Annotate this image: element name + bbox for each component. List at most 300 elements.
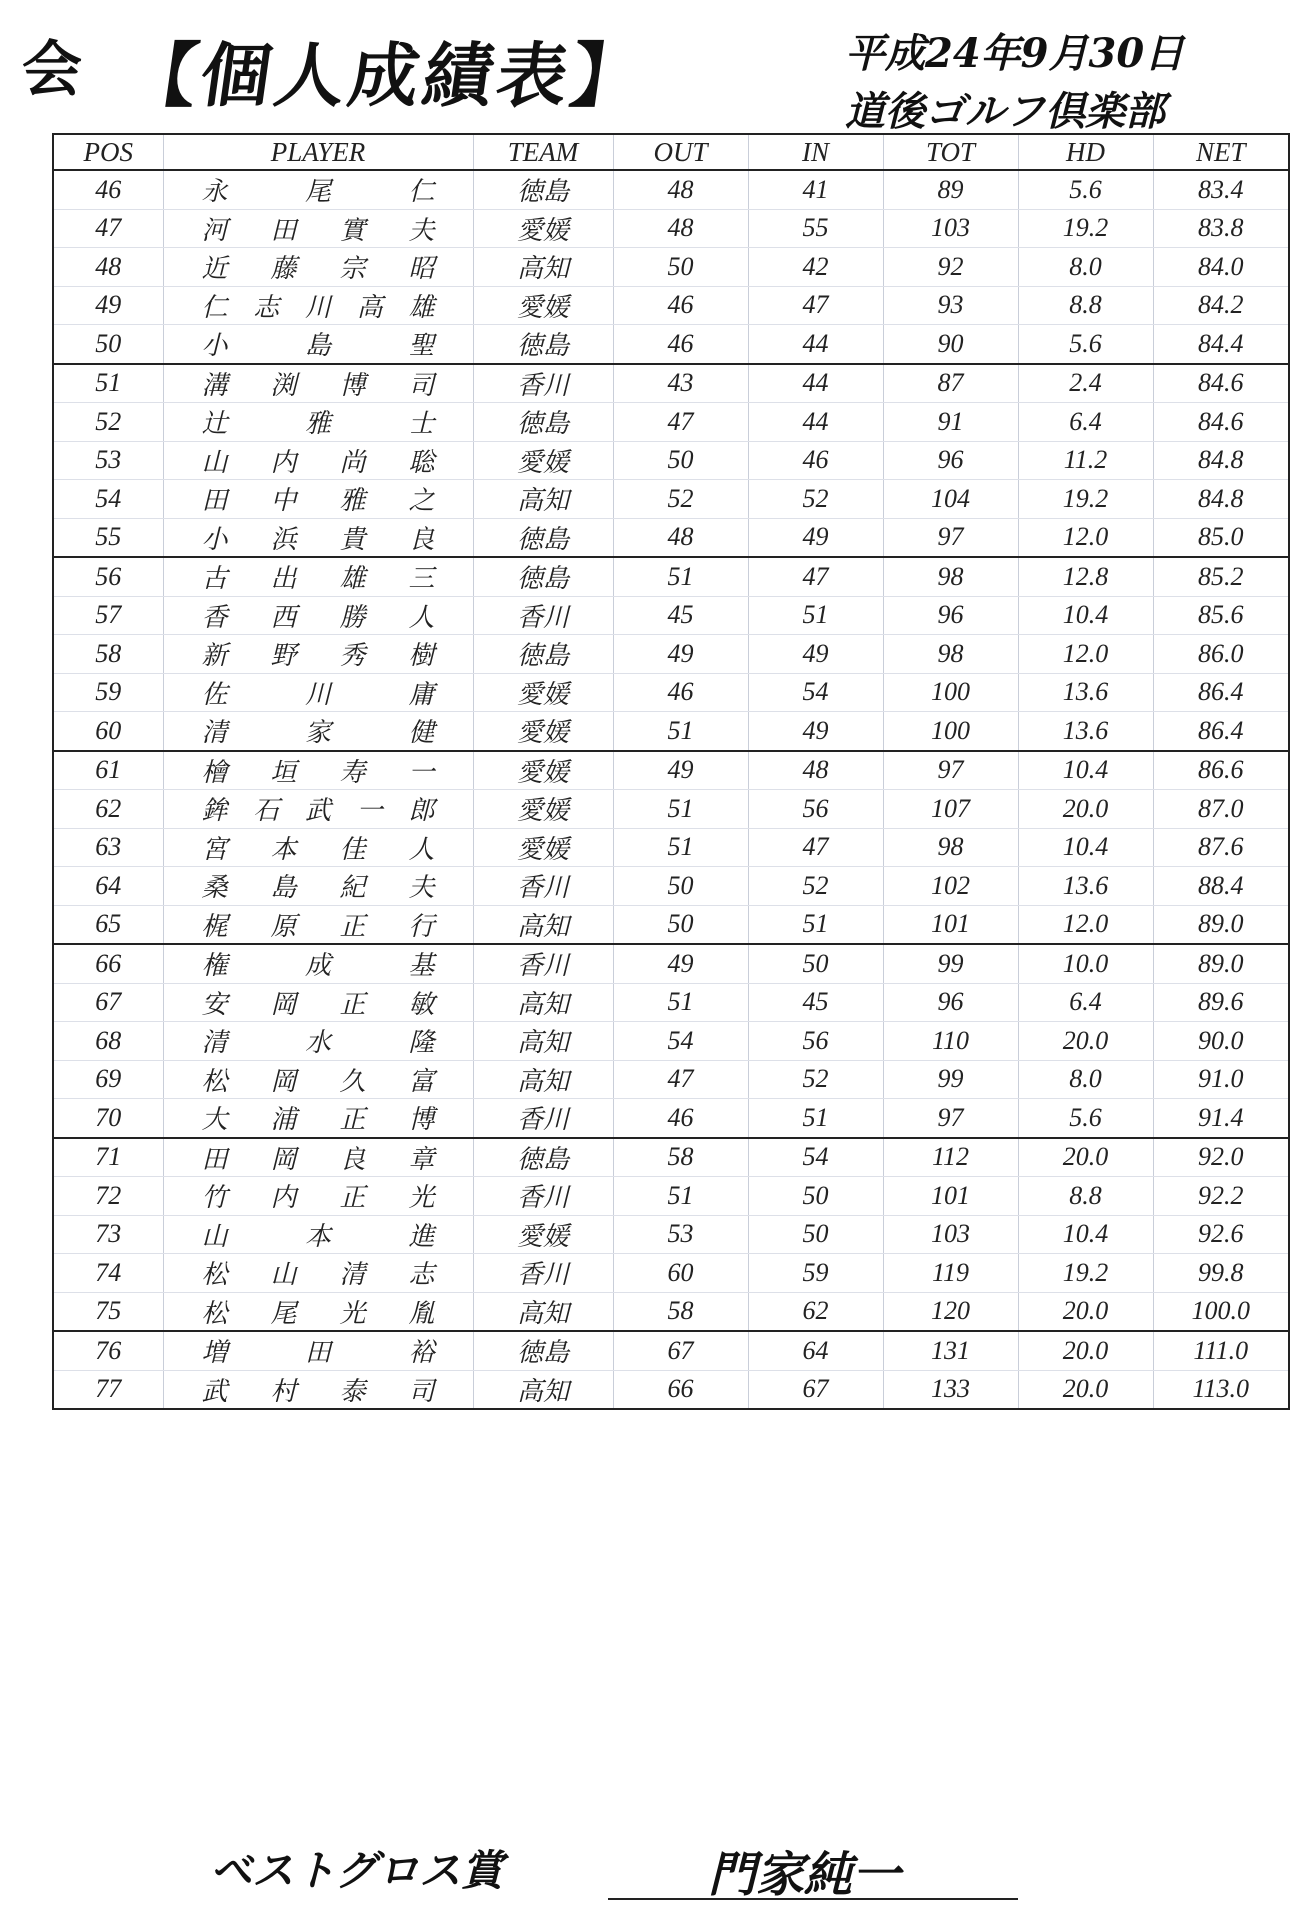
player-name bbox=[164, 752, 473, 789]
table-row bbox=[53, 983, 1289, 1022]
table-row bbox=[53, 1331, 1289, 1370]
cell-in: 55 bbox=[748, 209, 883, 248]
player-name-char: 良 bbox=[339, 1144, 366, 1174]
cell-hd: 10.4 bbox=[1018, 751, 1153, 790]
cell-in: 56 bbox=[748, 1022, 883, 1061]
player-name-char: 島 bbox=[270, 873, 297, 903]
cell-tot: 107 bbox=[883, 790, 1018, 829]
cell-net: 90.0 bbox=[1153, 1022, 1289, 1061]
cell-hd: 10.4 bbox=[1018, 828, 1153, 867]
cell-player bbox=[163, 286, 473, 325]
cell-team: 高知 bbox=[473, 1060, 613, 1099]
player-name-char: 本 bbox=[270, 834, 297, 864]
player-name-char: 田 bbox=[201, 1144, 228, 1174]
cell-pos: 46 bbox=[53, 170, 163, 209]
table-row bbox=[53, 325, 1289, 364]
cell-hd: 19.2 bbox=[1018, 480, 1153, 519]
cell-player bbox=[163, 364, 473, 403]
player-name-char: 野 bbox=[270, 641, 297, 671]
player-name-char: 中 bbox=[270, 486, 297, 516]
cell-team: 愛媛 bbox=[473, 712, 613, 751]
cell-out: 47 bbox=[613, 403, 748, 442]
cell-out: 51 bbox=[613, 712, 748, 751]
cell-out: 49 bbox=[613, 944, 748, 983]
cell-hd: 5.6 bbox=[1018, 1099, 1153, 1138]
cell-net: 88.4 bbox=[1153, 867, 1289, 906]
cell-player bbox=[163, 1331, 473, 1370]
player-name-char: 河 bbox=[201, 215, 228, 245]
column-header-in: IN bbox=[748, 134, 883, 170]
player-name-char: 正 bbox=[339, 911, 366, 941]
cell-net: 86.4 bbox=[1153, 673, 1289, 712]
cell-player bbox=[163, 828, 473, 867]
cell-hd: 13.6 bbox=[1018, 673, 1153, 712]
player-name-char: 雄 bbox=[408, 292, 435, 322]
cell-tot: 97 bbox=[883, 751, 1018, 790]
table-row bbox=[53, 596, 1289, 635]
cell-player bbox=[163, 248, 473, 287]
cell-player bbox=[163, 170, 473, 209]
player-name-char: 山 bbox=[201, 1221, 228, 1251]
table-row bbox=[53, 286, 1289, 325]
player-name-char: 仁 bbox=[408, 177, 435, 207]
results-body bbox=[53, 170, 1289, 1409]
column-header-net: NET bbox=[1153, 134, 1289, 170]
cell-out: 46 bbox=[613, 1099, 748, 1138]
player-name-char: 仁 bbox=[201, 292, 228, 322]
player-name-char: 樹 bbox=[408, 641, 435, 671]
cell-in: 47 bbox=[748, 286, 883, 325]
player-name-char: 宮 bbox=[201, 834, 228, 864]
table-row bbox=[53, 170, 1289, 209]
cell-tot: 98 bbox=[883, 828, 1018, 867]
cell-in: 56 bbox=[748, 790, 883, 829]
cell-pos: 66 bbox=[53, 944, 163, 983]
player-name-char: 清 bbox=[201, 1028, 228, 1058]
player-name bbox=[164, 287, 473, 324]
cell-pos: 64 bbox=[53, 867, 163, 906]
cell-team: 香川 bbox=[473, 867, 613, 906]
cell-pos: 67 bbox=[53, 983, 163, 1022]
table-row bbox=[53, 944, 1289, 983]
player-name-char: 檜 bbox=[201, 757, 228, 787]
cell-pos: 54 bbox=[53, 480, 163, 519]
cell-net: 86.4 bbox=[1153, 712, 1289, 751]
player-name bbox=[164, 1216, 473, 1253]
player-name-char: 尾 bbox=[270, 1298, 297, 1328]
player-name-char: 桑 bbox=[201, 873, 228, 903]
player-name-char: 庸 bbox=[408, 679, 435, 709]
cell-pos: 73 bbox=[53, 1215, 163, 1254]
player-name-char: 宗 bbox=[339, 254, 366, 284]
column-header-tot: TOT bbox=[883, 134, 1018, 170]
cell-player bbox=[163, 480, 473, 519]
cell-hd: 5.6 bbox=[1018, 170, 1153, 209]
column-header-team: TEAM bbox=[473, 134, 613, 170]
cell-hd: 6.4 bbox=[1018, 403, 1153, 442]
cell-pos: 55 bbox=[53, 518, 163, 557]
cell-tot: 119 bbox=[883, 1254, 1018, 1293]
cell-out: 50 bbox=[613, 441, 748, 480]
table-row bbox=[53, 1022, 1289, 1061]
cell-hd: 13.6 bbox=[1018, 712, 1153, 751]
player-name-char: 人 bbox=[408, 602, 435, 632]
cell-hd: 2.4 bbox=[1018, 364, 1153, 403]
player-name-char: 永 bbox=[201, 177, 228, 207]
player-name-char: 夫 bbox=[408, 873, 435, 903]
cell-player bbox=[163, 1022, 473, 1061]
cell-player bbox=[163, 983, 473, 1022]
player-name bbox=[164, 1293, 473, 1330]
cell-net: 84.4 bbox=[1153, 325, 1289, 364]
player-name-char: 正 bbox=[339, 989, 366, 1019]
player-name bbox=[164, 674, 473, 711]
cell-in: 51 bbox=[748, 905, 883, 944]
cell-in: 49 bbox=[748, 712, 883, 751]
player-name bbox=[164, 1371, 473, 1408]
column-header-out: OUT bbox=[613, 134, 748, 170]
table-row bbox=[53, 209, 1289, 248]
cell-player bbox=[163, 867, 473, 906]
cell-in: 47 bbox=[748, 557, 883, 596]
player-name-char: 大 bbox=[201, 1105, 228, 1135]
cell-tot: 98 bbox=[883, 635, 1018, 674]
cell-net: 85.6 bbox=[1153, 596, 1289, 635]
cell-in: 48 bbox=[748, 751, 883, 790]
results-table bbox=[52, 133, 1290, 1410]
player-name-char: 内 bbox=[270, 447, 297, 477]
player-name bbox=[164, 867, 473, 904]
cell-net: 99.8 bbox=[1153, 1254, 1289, 1293]
cell-pos: 69 bbox=[53, 1060, 163, 1099]
player-name-char: 志 bbox=[408, 1260, 435, 1290]
cell-net: 83.8 bbox=[1153, 209, 1289, 248]
player-name bbox=[164, 1022, 473, 1059]
cell-tot: 104 bbox=[883, 480, 1018, 519]
cell-pos: 57 bbox=[53, 596, 163, 635]
table-row bbox=[53, 1177, 1289, 1216]
cell-net: 111.0 bbox=[1153, 1331, 1289, 1370]
cell-in: 42 bbox=[748, 248, 883, 287]
cell-in: 64 bbox=[748, 1331, 883, 1370]
player-name-char: 藤 bbox=[270, 254, 297, 284]
cell-team: 徳島 bbox=[473, 518, 613, 557]
cell-tot: 99 bbox=[883, 944, 1018, 983]
cell-tot: 131 bbox=[883, 1331, 1018, 1370]
player-name-char: 古 bbox=[201, 564, 228, 594]
player-name-char: 良 bbox=[408, 524, 435, 554]
player-name-char: 溝 bbox=[201, 370, 228, 400]
player-name-char: 新 bbox=[201, 641, 228, 671]
player-name bbox=[164, 480, 473, 517]
cell-hd: 10.4 bbox=[1018, 1215, 1153, 1254]
cell-player bbox=[163, 557, 473, 596]
cell-player bbox=[163, 1060, 473, 1099]
table-row bbox=[53, 1099, 1289, 1138]
player-name-char: 成 bbox=[304, 951, 331, 981]
cell-hd: 20.0 bbox=[1018, 1331, 1153, 1370]
cell-net: 91.4 bbox=[1153, 1099, 1289, 1138]
player-name-char: 士 bbox=[408, 409, 435, 439]
player-name-char: 内 bbox=[270, 1183, 297, 1213]
cell-team: 愛媛 bbox=[473, 209, 613, 248]
player-name-char: 原 bbox=[270, 911, 297, 941]
player-name-char: 實 bbox=[339, 215, 366, 245]
cell-player bbox=[163, 1254, 473, 1293]
table-row bbox=[53, 1292, 1289, 1331]
cell-out: 48 bbox=[613, 209, 748, 248]
winner-underline bbox=[608, 1898, 1018, 1900]
player-name-char: 島 bbox=[304, 331, 331, 361]
cell-hd: 19.2 bbox=[1018, 1254, 1153, 1293]
player-name bbox=[164, 519, 473, 556]
player-name-char: 司 bbox=[408, 1376, 435, 1406]
cell-out: 51 bbox=[613, 557, 748, 596]
cell-team: 高知 bbox=[473, 983, 613, 1022]
cell-pos: 70 bbox=[53, 1099, 163, 1138]
cell-tot: 110 bbox=[883, 1022, 1018, 1061]
cell-in: 44 bbox=[748, 325, 883, 364]
cell-player bbox=[163, 673, 473, 712]
cell-net: 89.6 bbox=[1153, 983, 1289, 1022]
player-name-char: 佐 bbox=[201, 679, 228, 709]
cell-net: 92.6 bbox=[1153, 1215, 1289, 1254]
cell-in: 50 bbox=[748, 1177, 883, 1216]
player-name-char: 水 bbox=[304, 1028, 331, 1058]
player-name bbox=[164, 1061, 473, 1098]
player-name-char: 秀 bbox=[339, 641, 366, 671]
cell-team: 徳島 bbox=[473, 1331, 613, 1370]
cell-tot: 91 bbox=[883, 403, 1018, 442]
table-row bbox=[53, 441, 1289, 480]
cell-out: 50 bbox=[613, 248, 748, 287]
player-name-char: 雅 bbox=[339, 486, 366, 516]
cell-tot: 100 bbox=[883, 673, 1018, 712]
player-name-char: 裕 bbox=[408, 1338, 435, 1368]
player-name-char: 岡 bbox=[270, 1144, 297, 1174]
cell-out: 58 bbox=[613, 1292, 748, 1331]
cell-tot: 89 bbox=[883, 170, 1018, 209]
player-name bbox=[164, 1254, 473, 1291]
cell-player bbox=[163, 944, 473, 983]
cell-team: 高知 bbox=[473, 1370, 613, 1409]
cell-net: 85.0 bbox=[1153, 518, 1289, 557]
cell-player bbox=[163, 1177, 473, 1216]
table-row bbox=[53, 635, 1289, 674]
cell-team: 香川 bbox=[473, 1254, 613, 1293]
cell-team: 香川 bbox=[473, 364, 613, 403]
player-name-char: 村 bbox=[270, 1376, 297, 1406]
cell-hd: 5.6 bbox=[1018, 325, 1153, 364]
player-name-char: 山 bbox=[201, 447, 228, 477]
player-name-char: 隆 bbox=[408, 1028, 435, 1058]
player-name-char: 勝 bbox=[339, 602, 366, 632]
table-row bbox=[53, 751, 1289, 790]
cell-pos: 53 bbox=[53, 441, 163, 480]
player-name-char: 正 bbox=[339, 1183, 366, 1213]
cell-hd: 11.2 bbox=[1018, 441, 1153, 480]
player-name-char: 志 bbox=[253, 292, 280, 322]
cell-hd: 10.0 bbox=[1018, 944, 1153, 983]
table-row bbox=[53, 1370, 1289, 1409]
cell-tot: 93 bbox=[883, 286, 1018, 325]
player-name bbox=[164, 945, 473, 982]
player-name-char: 田 bbox=[201, 486, 228, 516]
cell-in: 50 bbox=[748, 1215, 883, 1254]
player-name-char: 山 bbox=[270, 1260, 297, 1290]
cell-tot: 90 bbox=[883, 325, 1018, 364]
cell-pos: 68 bbox=[53, 1022, 163, 1061]
player-name bbox=[164, 1177, 473, 1214]
cell-net: 83.4 bbox=[1153, 170, 1289, 209]
cell-team: 徳島 bbox=[473, 325, 613, 364]
cell-team: 愛媛 bbox=[473, 441, 613, 480]
player-name-char: 三 bbox=[408, 564, 435, 594]
player-name-char: 武 bbox=[304, 796, 331, 826]
table-row bbox=[53, 403, 1289, 442]
column-header-player: PLAYER bbox=[163, 134, 473, 170]
cell-net: 91.0 bbox=[1153, 1060, 1289, 1099]
player-name-char: 郎 bbox=[408, 796, 435, 826]
cell-out: 51 bbox=[613, 1177, 748, 1216]
cell-tot: 101 bbox=[883, 905, 1018, 944]
player-name-char: 寿 bbox=[339, 757, 366, 787]
cell-team: 香川 bbox=[473, 944, 613, 983]
player-name-char: 夫 bbox=[408, 215, 435, 245]
cell-team: 愛媛 bbox=[473, 673, 613, 712]
cell-net: 89.0 bbox=[1153, 905, 1289, 944]
player-name-char: 富 bbox=[408, 1066, 435, 1096]
cell-tot: 87 bbox=[883, 364, 1018, 403]
cell-in: 51 bbox=[748, 596, 883, 635]
cell-net: 100.0 bbox=[1153, 1292, 1289, 1331]
cell-player bbox=[163, 1215, 473, 1254]
player-name-char: 一 bbox=[408, 757, 435, 787]
cell-out: 45 bbox=[613, 596, 748, 635]
player-name-char: 浦 bbox=[270, 1105, 297, 1135]
player-name-char: 川 bbox=[304, 292, 331, 322]
cell-pos: 60 bbox=[53, 712, 163, 751]
player-name bbox=[164, 984, 473, 1021]
cell-tot: 96 bbox=[883, 983, 1018, 1022]
player-name bbox=[164, 210, 473, 247]
cell-in: 45 bbox=[748, 983, 883, 1022]
cell-in: 62 bbox=[748, 1292, 883, 1331]
player-name-char: 人 bbox=[408, 834, 435, 864]
player-name-char: 辻 bbox=[201, 409, 228, 439]
player-name bbox=[164, 790, 473, 827]
cell-tot: 103 bbox=[883, 209, 1018, 248]
cell-tot: 102 bbox=[883, 867, 1018, 906]
cell-pos: 74 bbox=[53, 1254, 163, 1293]
player-name-char: 胤 bbox=[408, 1298, 435, 1328]
cell-out: 52 bbox=[613, 480, 748, 519]
cell-team: 香川 bbox=[473, 596, 613, 635]
cell-hd: 12.0 bbox=[1018, 518, 1153, 557]
cell-pos: 62 bbox=[53, 790, 163, 829]
player-name-char: 正 bbox=[339, 1105, 366, 1135]
cell-tot: 101 bbox=[883, 1177, 1018, 1216]
cell-out: 58 bbox=[613, 1138, 748, 1177]
player-name-char: 健 bbox=[408, 718, 435, 748]
player-name-char: 武 bbox=[201, 1376, 228, 1406]
page-title: 【個人成績表】 bbox=[121, 35, 651, 117]
cell-player bbox=[163, 1099, 473, 1138]
table-row bbox=[53, 480, 1289, 519]
player-name-char: 清 bbox=[201, 718, 228, 748]
cell-in: 54 bbox=[748, 673, 883, 712]
cell-tot: 98 bbox=[883, 557, 1018, 596]
table-header-row bbox=[53, 134, 1289, 170]
cell-in: 52 bbox=[748, 1060, 883, 1099]
cell-team: 香川 bbox=[473, 1177, 613, 1216]
cell-pos: 61 bbox=[53, 751, 163, 790]
player-name-char: 進 bbox=[408, 1221, 435, 1251]
cell-hd: 8.0 bbox=[1018, 248, 1153, 287]
player-name-char: 博 bbox=[339, 370, 366, 400]
cell-hd: 20.0 bbox=[1018, 1022, 1153, 1061]
cell-player bbox=[163, 1138, 473, 1177]
player-name bbox=[164, 403, 473, 440]
cell-team: 高知 bbox=[473, 1022, 613, 1061]
cell-pos: 72 bbox=[53, 1177, 163, 1216]
cell-net: 87.0 bbox=[1153, 790, 1289, 829]
player-name bbox=[164, 597, 473, 634]
cell-tot: 103 bbox=[883, 1215, 1018, 1254]
table-row bbox=[53, 1138, 1289, 1177]
player-name-char: 出 bbox=[270, 564, 297, 594]
player-name-char: 光 bbox=[408, 1183, 435, 1213]
cell-net: 86.6 bbox=[1153, 751, 1289, 790]
event-date: 平成24年9月30日 bbox=[845, 30, 1185, 77]
table-row bbox=[53, 790, 1289, 829]
cell-in: 44 bbox=[748, 403, 883, 442]
player-name-char: 松 bbox=[201, 1260, 228, 1290]
cell-team: 愛媛 bbox=[473, 828, 613, 867]
cell-net: 92.0 bbox=[1153, 1138, 1289, 1177]
player-name-char: 泰 bbox=[339, 1376, 366, 1406]
cell-team: 高知 bbox=[473, 905, 613, 944]
player-name-char: 佳 bbox=[339, 834, 366, 864]
player-name-char: 岡 bbox=[270, 989, 297, 1019]
cell-pos: 75 bbox=[53, 1292, 163, 1331]
cell-out: 47 bbox=[613, 1060, 748, 1099]
player-name-char: 尚 bbox=[339, 447, 366, 477]
cell-hd: 8.0 bbox=[1018, 1060, 1153, 1099]
cell-hd: 6.4 bbox=[1018, 983, 1153, 1022]
cell-player bbox=[163, 209, 473, 248]
cell-pos: 65 bbox=[53, 905, 163, 944]
cell-team: 徳島 bbox=[473, 170, 613, 209]
cell-in: 52 bbox=[748, 867, 883, 906]
cell-out: 53 bbox=[613, 1215, 748, 1254]
cell-net: 89.0 bbox=[1153, 944, 1289, 983]
cell-hd: 20.0 bbox=[1018, 790, 1153, 829]
table-row bbox=[53, 248, 1289, 287]
cell-tot: 99 bbox=[883, 1060, 1018, 1099]
player-name-char: 増 bbox=[201, 1338, 228, 1368]
cell-hd: 8.8 bbox=[1018, 286, 1153, 325]
player-name-char: 松 bbox=[201, 1298, 228, 1328]
player-name-char: 岡 bbox=[270, 1066, 297, 1096]
player-name-char: 田 bbox=[270, 215, 297, 245]
table-row bbox=[53, 828, 1289, 867]
player-name bbox=[164, 635, 473, 672]
table-row bbox=[53, 712, 1289, 751]
player-name-char: 石 bbox=[253, 796, 280, 826]
player-name-char: 一 bbox=[356, 796, 383, 826]
cell-out: 51 bbox=[613, 828, 748, 867]
